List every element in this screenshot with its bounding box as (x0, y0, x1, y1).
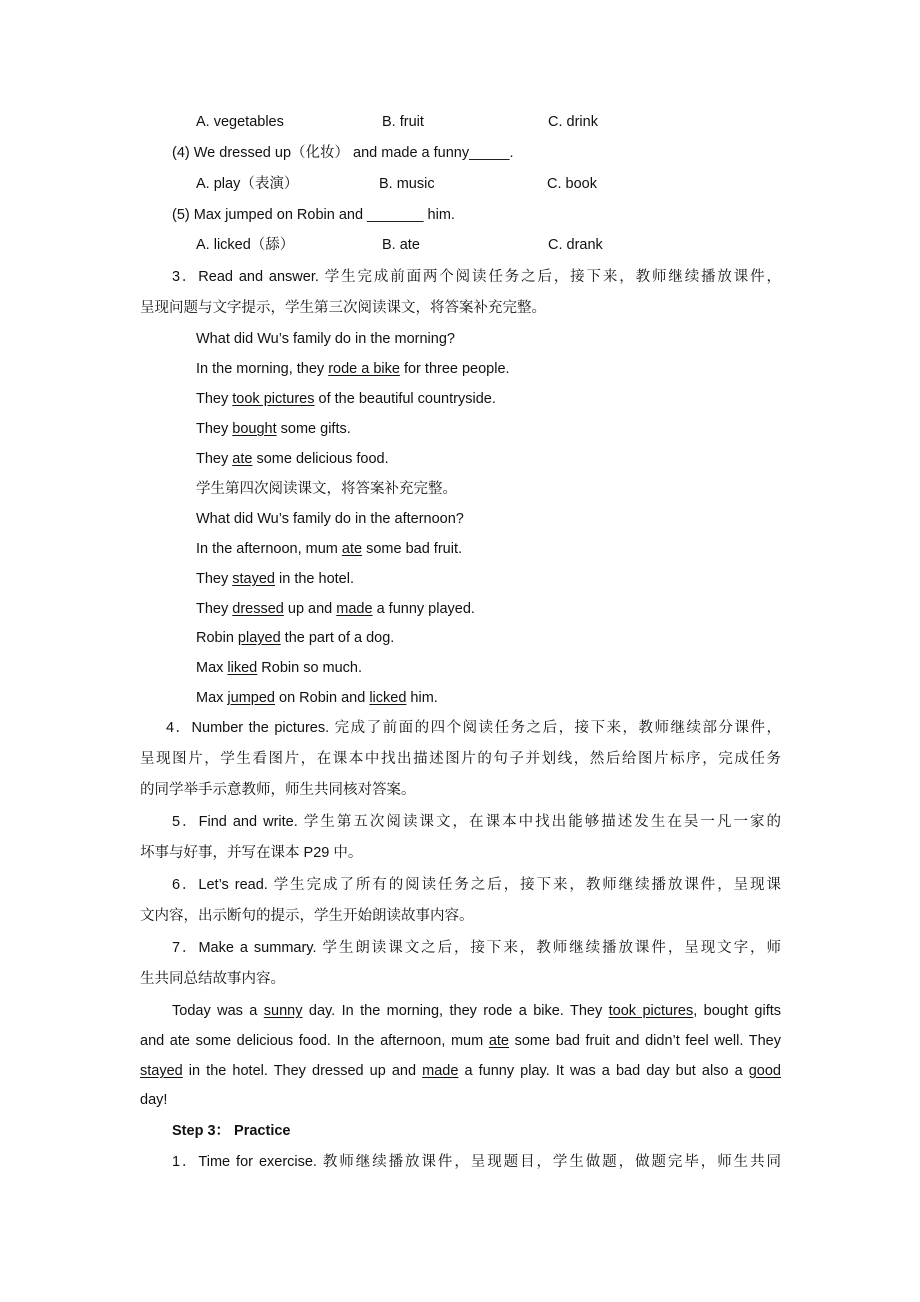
underlined-answer: took pictures (232, 391, 315, 407)
text: , bought gifts (693, 1003, 782, 1019)
text: and ate some delicious food. In the afternoon, mum (140, 1033, 489, 1049)
q4-option-c: C. book (547, 176, 597, 192)
task4-line2: 呈现图片，学生看图片，在课本中找出描述图片的句子并划线，然后给图片标序，完成任务 (140, 751, 781, 767)
afternoon-answer-2 (196, 569, 354, 589)
summary-line-2 (140, 1031, 781, 1051)
task3-line2: 呈现问题与文字提示，学生第三次阅读课文，将答案补充完整。 (140, 300, 546, 316)
underlined-answer: ate (232, 451, 253, 467)
underlined-answer: ate (341, 541, 363, 557)
text: him. (406, 690, 438, 706)
underlined-answer: stayed (232, 571, 275, 587)
text: They (196, 391, 233, 407)
underlined-word: sunny (263, 1003, 303, 1019)
task5-line1: 5．Find and write. 学生第五次阅读课文，在课本中找出能够描述发生在吴一凡一家的 (172, 814, 781, 830)
text: some bad fruit and didn’t feel well. They (509, 1033, 781, 1049)
morning-answer-1 (196, 359, 510, 379)
underlined-word: took pictures (608, 1003, 694, 1019)
task3-line1: 3．Read and answer. 学生完成前面两个阅读任务之后，接下来，教师继续播放课件， (172, 269, 781, 285)
task7-line1: 7．Make a summary. 学生朗读课文之后，接下来，教师继续播放课件，呈现文字，师 (172, 940, 781, 956)
text: Robin (196, 630, 238, 646)
summary-line-4: day! (140, 1092, 168, 1108)
underlined-word: good (748, 1063, 781, 1079)
underlined-answer: bought (232, 421, 277, 437)
task4-line1: 4．Number the pictures. 完成了前面的四个阅读任务之后，接下来，教师继续部分课件， (166, 720, 781, 736)
question-5: (5) Max jumped on Robin and _______ him. (172, 207, 455, 223)
task7-line2: 生共同总结故事内容。 (140, 971, 285, 987)
text: In the afternoon, mum (196, 541, 342, 557)
morning-answer-3 (196, 419, 351, 439)
fourth-reading-instruction: 学生第四次阅读课文，将答案补充完整。 (196, 481, 457, 497)
q3-option-a: A. vegetables (196, 114, 284, 130)
text: up and (283, 601, 337, 617)
text: They (196, 421, 233, 437)
morning-answer-2 (196, 389, 496, 409)
underlined-answer: liked (227, 660, 258, 676)
text: Max (196, 660, 228, 676)
text: day. In the morning, they rode a bike. They (302, 1003, 609, 1019)
q4-option-a: A. play（表演） (196, 176, 299, 192)
afternoon-answer-3 (196, 599, 475, 619)
task6-line2: 文内容，出示断句的提示，学生开始朗读故事内容。 (140, 908, 474, 924)
task5-line2: 坏事与好事，并写在课本 P29 中。 (140, 845, 363, 861)
text: some delicious food. (252, 451, 389, 467)
morning-answer-4 (196, 449, 389, 469)
underlined-word: stayed (140, 1063, 183, 1079)
text: in the hotel. (275, 571, 354, 587)
task6-line1: 6．Let’s read. 学生完成了所有的阅读任务之后，接下来，教师继续播放课件，呈现课 (172, 877, 781, 893)
text: on Robin and (274, 690, 370, 706)
afternoon-answer-5 (196, 658, 362, 678)
underlined-answer: played (237, 630, 281, 646)
question-4: (4) We dressed up（化妆） and made a funny_____. (172, 145, 514, 161)
text: in the hotel. They dressed up and (182, 1063, 423, 1079)
summary-line-3 (140, 1061, 781, 1081)
afternoon-question: What did Wu’s family do in the afternoon? (196, 511, 464, 527)
underlined-word: made (422, 1063, 459, 1079)
text: a funny play. It was a bad day but also a (458, 1063, 749, 1079)
afternoon-answer-6 (196, 688, 438, 708)
underlined-answer: rode a bike (328, 361, 400, 377)
q4-option-b: B. music (379, 176, 435, 192)
q5-option-b: B. ate (382, 237, 420, 253)
text: In the morning, they (196, 361, 329, 377)
morning-question: What did Wu’s family do in the morning? (196, 331, 455, 347)
text: Robin so much. (257, 660, 363, 676)
text: some gifts. (276, 421, 351, 437)
text: a funny played. (372, 601, 475, 617)
q5-option-c: C. drank (548, 237, 603, 253)
underlined-answer: dressed (232, 601, 284, 617)
text: They (196, 571, 233, 587)
afternoon-answer-1 (196, 539, 462, 559)
summary-line-1 (172, 1001, 781, 1021)
practice-line-1: 1．Time for exercise. 教师继续播放课件，呈现题目，学生做题，做题完毕，师生共同 (172, 1154, 781, 1170)
text: Max (196, 690, 228, 706)
q3-option-b: B. fruit (382, 114, 424, 130)
text: They (196, 601, 233, 617)
underlined-answer: licked (369, 690, 407, 706)
text: of the beautiful countryside. (314, 391, 496, 407)
q5-option-a: A. licked（舔） (196, 237, 295, 253)
underlined-answer: jumped (227, 690, 275, 706)
step3-heading: Step 3： Practice (172, 1123, 291, 1139)
text: Today was a (172, 1003, 264, 1019)
text: They (196, 451, 233, 467)
text: the part of a dog. (280, 630, 395, 646)
underlined-answer: made (336, 601, 373, 617)
text: for three people. (399, 361, 510, 377)
text: some bad fruit. (362, 541, 462, 557)
underlined-word: ate (488, 1033, 509, 1049)
afternoon-answer-4 (196, 628, 394, 648)
task4-line3: 的同学举手示意教师，师生共同核对答案。 (140, 782, 416, 798)
q3-option-c: C. drink (548, 114, 598, 130)
